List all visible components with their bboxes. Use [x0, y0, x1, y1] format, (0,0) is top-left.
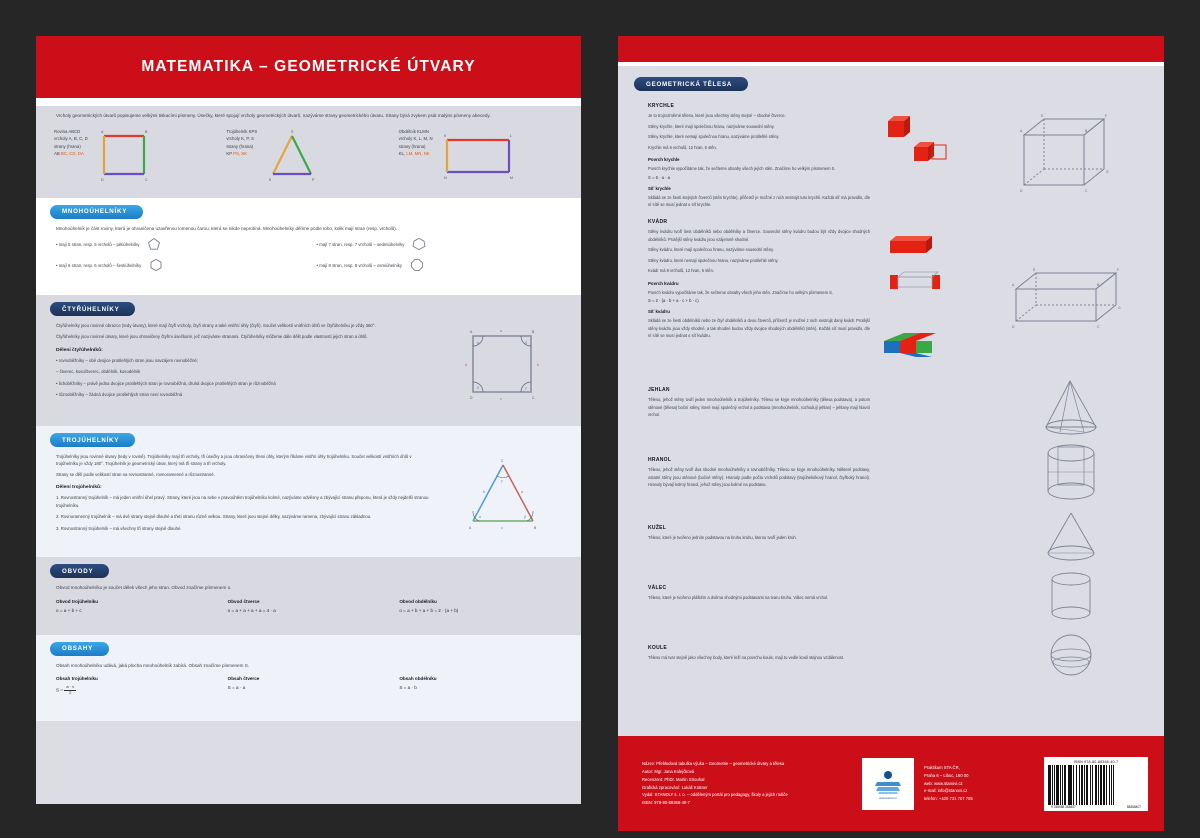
section-tag-ctyruhelniky: ČTYŘÚHELNÍKY: [50, 302, 135, 316]
cuboid-net-color: [870, 325, 990, 371]
obvody-formulas: [36, 592, 581, 623]
section-tag-mnohouhelniky: MNOHOÚHELNÍKY: [50, 205, 143, 219]
svg-text:γ: γ: [501, 479, 503, 484]
svg-text:α: α: [477, 341, 479, 346]
cube-wireframe: [1000, 109, 1130, 205]
header-divider: [36, 98, 581, 106]
fig-triangle: [263, 128, 321, 184]
trojuhelniky-item: 2. Rovnoramenný trojúhelník – má dvě strany stejně dlouhé a třetí stranu různě velkou. Strany, které jsou stejné délky, nazýváme ramena, zbývající stranu základnou.: [56, 514, 372, 520]
formula-cell: Obvod obdélníku o = a + b + a + b = 2 · (a + b): [399, 598, 459, 613]
svg-text:K: K: [443, 133, 446, 138]
sphere-wireframe: [1024, 629, 1134, 685]
svg-text:d: d: [465, 363, 467, 368]
page-title: MATEMATIKA – GEOMETRICKÉ ÚTVARY: [141, 58, 476, 75]
svg-text:c: c: [500, 397, 502, 402]
barcode-digits: 9 788088 368407 88368407: [1051, 804, 1141, 809]
svg-text:F: F: [1105, 114, 1108, 118]
svg-text:C: C: [1097, 324, 1100, 329]
formula-cell: Obsah trojúhelníku S = $\frac{a \cdot v}{2}$: [56, 676, 98, 695]
formula-cell: Obvod trojúhelníku o = a + b + c: [56, 598, 99, 613]
solid-kuzel: KUŽEL Těleso, které je tvořeno jedním podstavou na kruhu kruhu, kterou tvoří jeden kruh.: [618, 507, 1164, 569]
right-page-header: [618, 36, 1164, 62]
left-page-header: [36, 36, 581, 98]
prism-wireframe: [1024, 441, 1134, 507]
svg-text:C: C: [144, 177, 148, 182]
logo-icon: [873, 768, 903, 796]
solid-valec: VÁLEC Těleso, které je tvořeno pláštěm a dvěma shodnými podstavami na tvaru kruhu. Válec nemá vrchol.: [618, 569, 1164, 629]
cuboid-color-illustration: [870, 221, 990, 331]
svg-text:N: N: [443, 175, 447, 180]
bullet-row: • mají 7 stran, resp. 7 vrcholů – sedmiúhelníky: [317, 237, 562, 251]
right-tagbar: [618, 66, 1164, 93]
svg-text:δ: δ: [477, 386, 479, 391]
section-tag-obvody: OBVODY: [50, 564, 109, 578]
solid-kvadr: KVÁDR Stěny kvádru tvoří šest obdélníků nebo obdélníky a čtverce. Sousední stěny kvádru budou být vždy dvojice shodných obdélníků. Protější stěny kvádru jsou vzájemně shodné. Stěny kvádru, které mají společnou hranu, nazýváme sousední stěny. Stěny kvádru, které nemají společnou hranu, nazýváme protilehlé stěny. Kvádr má 8 vrcholů, 12 hran, 6 stěn. Povrch kvádru Povrch kvádru vypočítáme tak, že sečteme obsahy všech jeho stěn. Značíme ho velkým písmenem S. S = 2 · (a · b + a · c + b · c) Síť kvádru Skládá se ze šesti obdélníků nebo ze čtyř obdélníků a dvou čtverců, přičemž je možné z nich sestrojit daný kvádr. Protější stěny kvádru jsou vždy shodné, a tak shodné budou vždy dvojice shodných obdélníků (stěn). Každá síť musí pravidlo, dle ní sítě se musí jednat o síť kvádru. A B D C E F G: [618, 209, 1164, 371]
svg-text:C: C: [1085, 189, 1088, 193]
cube-color-illustration: [870, 107, 990, 187]
bullet-row: • mají 6 stran, resp. 6 vrcholů – šestiúhelníky: [56, 258, 301, 272]
svg-text:G: G: [1106, 170, 1109, 174]
right-body: [618, 93, 1164, 736]
svg-text:β: β: [525, 341, 527, 346]
figure-caption-rectangle: Obdélník KLMN vrcholy K, L, M, N strany (hrana) KL, LM, MN, NK: [398, 128, 433, 157]
svg-text:B: B: [532, 330, 535, 335]
hexagon-icon: [149, 258, 163, 272]
solid-koule: KOULE Těleso má tvar stejně jako všechny body, které leží na povrchu koule, mají tu vedle kouli stejnou vzdálenost.: [618, 629, 1164, 685]
formula-cell: Obvod čtverce o = a + a + a + a = 4 · a: [227, 598, 276, 613]
figure-cell-triangle: [226, 128, 392, 184]
trojuhelniky-intro2: Strany se dělí podle velikostí stran na rovnostranné, rovnoramenné a různostranné.: [56, 471, 215, 477]
fig-rectangle: [439, 128, 519, 184]
heptagon-icon: [412, 237, 426, 251]
ctyruhelniky-intro: Čtyřúhelníky jsou rovinné obrazce (tedy útvary), které mají čtyři vrcholy, čtyři strany a také vnitřní úhly (čtyři). Součet velikostí vnitřních úhlů ve čtyřúhelníku je vždy 360°.: [56, 323, 376, 329]
imprint-block: Název: Přehledová tabulka výuka – Geometrie – geometrické útvary a tělesa Autor: Mgr. Jana Kolejčková Recenzent: PhDr. Martin Strouhal Grafická zpracování: Lukáš Krätner Vydal: STANDLY s. r. o. – odděleným portál pro pedagogy, školy a jejich rodiče ISBN: 978-80-88368-40-7: [642, 761, 788, 806]
svg-text:A: A: [469, 526, 472, 531]
solid-jehlan: JEHLAN Těleso, jehož stěny tvoří jeden mnohoúhelník a trojúhelníky. Těleso se kryje mnohoúhelníky (tělesa podstava), a potom stěnové (tělesa) boční stěny, které mají společný vrchol a podstava (mnohoúhelník, rozhodují jehlan) – jehlany mají hlavní vrchol.: [618, 371, 1164, 441]
svg-text:P: P: [312, 177, 315, 182]
svg-text:K: K: [269, 177, 272, 182]
svg-text:A: A: [1020, 129, 1023, 133]
svg-text:b: b: [483, 490, 485, 495]
ctyruhelniky-item: • rovnoběžníky – obě dvojice protilehlých stran jsou navzájem rovnoběžné;: [56, 357, 198, 363]
ctyruhelniky-item: • lichoběžníky – právě jedna dvojice protilehlých stran je rovnoběžná, druhá dvojice protilehlých stran je různoběžná: [56, 380, 276, 386]
figure-caption-triangle: Trojúhelník KPS vrcholy K, P, S strany (hrana) KP PS, SK: [226, 128, 258, 157]
svg-text:A: A: [1012, 282, 1015, 287]
figure-cell-rectangle: [399, 128, 565, 184]
section-ctyruhelniky: [36, 295, 581, 426]
svg-text:M: M: [509, 175, 513, 180]
formula-cell: Obsah obdélníku S = a · b: [399, 676, 437, 691]
bullet-row: • mají 5 stran, resp. 5 vrcholů – pětiúhelníky: [56, 237, 301, 251]
section-tag-trojuhelniky: TROJÚHELNÍKY: [50, 433, 135, 447]
svg-text:D: D: [470, 396, 473, 401]
obvody-intro: Obvod mnohoúhelníku je součet délek všech jeho stran. Obvod značíme písmenem o.: [56, 585, 232, 591]
right-page: [618, 36, 1164, 809]
svg-text:b: b: [537, 363, 539, 368]
octagon-icon: [410, 258, 424, 272]
svg-text:β: β: [524, 515, 526, 520]
fig-triangle-labeled: [455, 453, 551, 539]
svg-text:a: a: [521, 490, 523, 495]
ctyruhelniky-item: • různoběžníky – žádná dvojice protilehlých stran není rovnoběžná: [56, 392, 183, 398]
section-obsahy: [36, 635, 581, 721]
svg-text:E: E: [1041, 114, 1044, 118]
svg-text:D: D: [1020, 189, 1023, 193]
svg-text:B: B: [1097, 282, 1100, 287]
publisher-logo: [862, 758, 914, 810]
fig-quadrilateral: [455, 322, 551, 408]
cuboid-wireframe: [1000, 255, 1134, 345]
obsahy-intro: Obsah mnohoúhelníku udává, jaká plocha mnohoúhelník zabírá. Obsah značíme písmenem S.: [56, 662, 250, 668]
figure-caption-square: Rovina ABCD vrcholy A, B, C, D strany (hrana) AB BC, CD, DA: [54, 128, 88, 157]
ctyruhelniky-content: [36, 316, 581, 416]
section-mnohouhelniky: [36, 198, 581, 296]
mnohouhelniky-bullets: [36, 232, 581, 287]
svg-text:E: E: [1033, 267, 1036, 272]
left-page: [36, 36, 581, 804]
svg-text:C: C: [532, 396, 535, 401]
fraction: $\frac{a \cdot v}{2}$: [66, 684, 75, 695]
obsahy-formulas: [36, 669, 581, 705]
fig-square: [94, 128, 152, 184]
barcode-bars: [1048, 765, 1144, 805]
intro-band: [36, 106, 581, 198]
trojuhelniky-intro: Trojúhelníky jsou rovinné útvary (tedy v rovině). Trojúhelníky mají tři vrcholy, tři úsečky a jsou ohraničeny třemi úhly, kterým říkáme vnitřní úhly trojúhelníku. Součet velikostí vnitřních úhlů v trojúhelníku je vždy 180°. Trojúhelník je geometrický útvar, který má tři strany a tři vrcholy.: [56, 454, 412, 467]
ctyruhelniky-item: – čtverec, kosočtverec, obdélník, kosodélník: [56, 369, 141, 375]
svg-text:A: A: [100, 129, 104, 134]
svg-text:D: D: [100, 177, 104, 182]
isbn-text: ISBN 978-80-88368-40-7: [1073, 759, 1119, 764]
intro-figures: [36, 120, 581, 194]
svg-text:B: B: [1085, 129, 1088, 133]
trojuhelniky-sub-title: Dělení trojúhelníků:: [56, 485, 102, 491]
svg-text:B: B: [144, 129, 148, 134]
section-tag-obsahy: OBSAHY: [50, 642, 109, 656]
right-footer: [618, 736, 1164, 831]
trojuhelniky-content: [36, 447, 581, 547]
svg-text:D: D: [1012, 324, 1015, 329]
section-trojuhelniky: [36, 426, 581, 557]
svg-text:γ: γ: [525, 386, 527, 391]
cylinder-wireframe: [1024, 569, 1134, 629]
pyramid-wireframe: [1024, 375, 1134, 441]
intro-text: Vrcholy geometrických útvarů popisujeme velkými tiskacími písmeny. Úsečky, které spojují vrcholy geometrických útvarů, nazýváme strany geometrického útvaru. Strany bývá zvykem psát malými písmeny abecedy.: [56, 113, 491, 118]
svg-text:F: F: [1117, 267, 1120, 272]
svg-text:a: a: [500, 329, 502, 334]
ctyruhelniky-sub-title: Dělení čtyřúhelníků:: [56, 347, 103, 353]
mnohouhelniky-intro: Mnohoúhelník je část roviny, která je ohraničena uzavřenou lomenou čarou, která se nikde neprotíná. Mnohoúhelníky dělíme podle toho, kolik mají stran (resp. vrcholů).: [56, 225, 398, 231]
svg-text:G: G: [1118, 305, 1121, 310]
section-obvody: [36, 557, 581, 635]
ctyruhelniky-intro2: Čtyřúhelníky jsou rovinné útvary, které jsou ohraničeny čtyřmi úsečkami, jež nazýváme stranami. Čtyřúhelníky můžeme dále dělit podle vlastností jejich stran a úhlů.: [56, 334, 368, 340]
svg-text:S: S: [291, 129, 294, 134]
figure-cell-square: [54, 128, 220, 184]
pentagon-icon: [147, 237, 161, 251]
svg-text:B: B: [534, 526, 537, 531]
svg-text:α: α: [479, 515, 481, 520]
svg-text:c: c: [501, 526, 503, 531]
trojuhelniky-item: 3. Rovnostranný trojúhelník – má všechny tři strany stejně dlouhé.: [56, 525, 182, 531]
formula-cell: Obsah čtverce S = a · a: [227, 676, 260, 691]
barcode: [1044, 757, 1148, 811]
bullet-row: • mají 8 stran, resp. 8 vrcholů – osmiúhelníky: [317, 258, 562, 272]
solid-krychle: KRYCHLE Je to trojrozměrné těleso, které jsou všechny stěny stejné – shodné čtverce. Stěny krychle, které mají společnou hranu, nazýváme sousední stěny. Stěny krychle, které nemají společnou hranu, nazýváme protilehlé stěny. Krychle má 6 vrcholů, 12 hran, 6 stěn. Povrch krychle Povrch krychle vypočítáme tak, že sečteme obsahy všech jejích stěn. Značíme ho velkým písmenem S. S = 6 · a · a Síť krychle Skládá se ze šesti stejných čtverců (stěn krychle), přičemž je možné z nich sestrojit tuto krychli. Každá síť má pravidlo, dle ní sítě se musí jednat o síť krychle. A B E F D C G: [618, 97, 1164, 209]
cone-wireframe: [1024, 509, 1134, 569]
logo-label: www.stanovi.cz: [879, 796, 897, 800]
trojuhelniky-item: 1. Rovnostranný trojúhelník – má jeden vnitřní úhel pravý. Strany, které jsou na sebe v pravoúhlém trojúhelníku kolmé, nazýváme odvěsny a zbývající stranu přeponu, která je vždy nejdelší stranou trojúhelníku.: [56, 495, 429, 508]
svg-text:L: L: [509, 133, 512, 138]
svg-text:A: A: [470, 330, 473, 335]
contact-block: Praktikum STA ČR, Praha 6 – Liboc, 160 00 web: www.stanovi.cz e-mail: info@stanovi.cz telefon: +420 731 707 785: [924, 764, 973, 802]
svg-text:C: C: [501, 459, 504, 464]
solid-hranol: HRANOL Těleso, jehož stěny tvoří dva shodné mnohoúhelníky a rovnoběžníky. Těleso se kryje mnohoúhelníky. Některé podstavy, ostatní stěny jsou stěnové (bočné stěny). Hranoly podle počtu vrcholů podstavy (trojúhelníkový hranol, čtyřboký hranol). Hranoly bývají kolmý hranol, jehož stěny jsou kolmé na podstavu.: [618, 441, 1164, 507]
section-tag-geometricka-telesa: GEOMETRICKÁ TĚLESA: [634, 77, 748, 91]
